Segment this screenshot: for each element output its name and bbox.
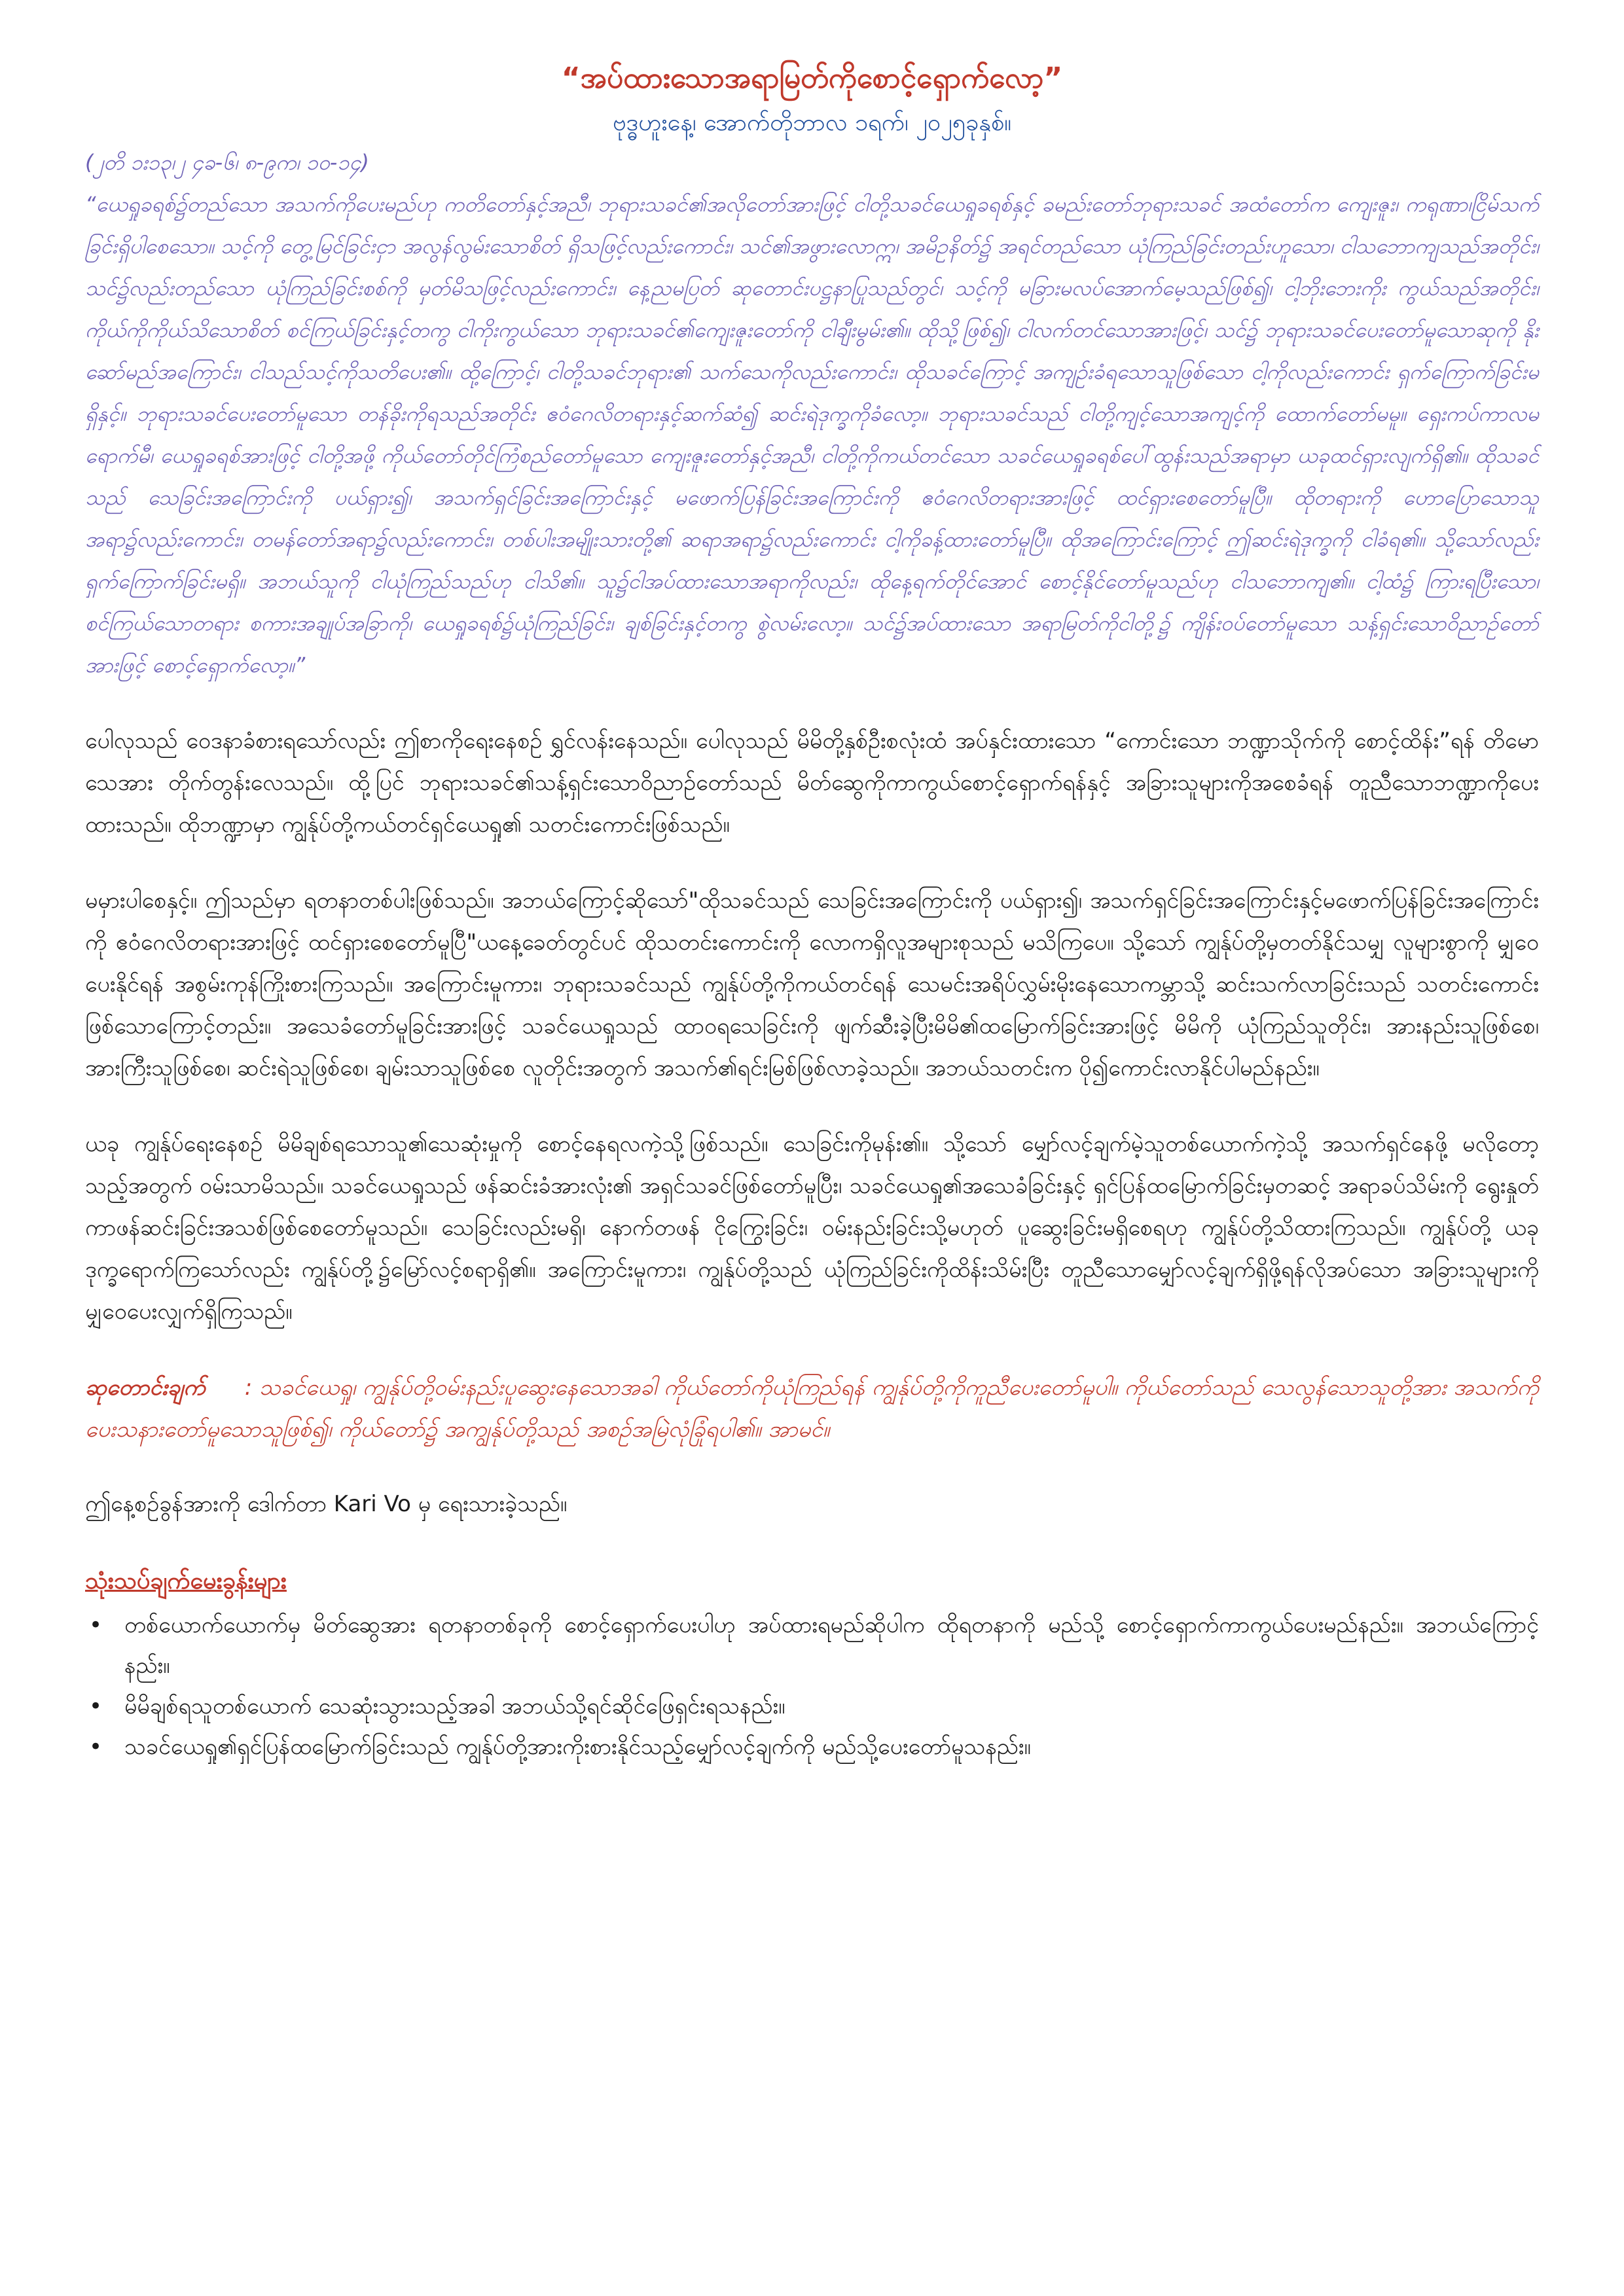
bullet-icon: • (89, 1693, 103, 1719)
date-line: ဗုဒ္ဓဟူးနေ့၊ အောက်တိုဘာလ ၁ရက်၊ ၂၀၂၅ခုနှစ်။ (612, 109, 1012, 136)
scripture-block (85, 141, 1539, 686)
question-item (85, 1686, 1539, 1727)
question-text: တစ်ယောက်ယောက်မှ မိတ်ဆွေအား ရတနာတစ်ခုကို စောင့်ရှောက်ပေးပါဟု အပ်ထားရမည်ဆိုပါက ထိုရတနာကို မည်သို့ စောင့်ရှောက်ကာကွယ်ပေးမည်နည်း။ အဘယ်ကြောင့်နည်း။ (124, 1612, 1539, 1679)
author-line: ဤနေ့စဉ်ခွန်အားကို ဒေါက်တာ Kari Vo မှ ရေးသားခဲ့သည်။ (85, 1491, 568, 1517)
question-text: မိမိချစ်ရသူတစ်ယောက် သေဆုံးသွားသည့်အခါ အဘယ်သို့ရင်ဆိုင်ဖြေရှင်းရသနည်း။ (124, 1693, 785, 1719)
questions-list (85, 1605, 1539, 1767)
prayer-text: : သခင်ယေရှု၊ ကျွန်ုပ်တို့ဝမ်းနည်းပူဆွေးနေသောအခါ ကိုယ်တော်ကိုယုံကြည်ရန် ကျွန်ုပ်တို့ကိုကူညီပေးတော်မူပါ။ ကိုယ်တော်သည် သေလွန်သောသူတို့အား အသက်ကို ပေးသနားတော်မူသောသူဖြစ်၍၊ ကိုယ်တော်၌ အကျွန်ုပ်တို့သည် အစဉ်အမြဲလုံခြုံရပါ၏။ အာမင်။ (85, 1374, 1539, 1443)
prayer-block (85, 1367, 1539, 1450)
scripture-text: “ယေရှုခရစ်၌တည်သော အသက်ကိုပေးမည်ဟု ကတိတော်နှင့်အညီ၊ ဘုရားသခင်၏အလိုတော်အားဖြင့် ငါတို့သခင်ယေရှုခရစ်နှင့် ခမည်းတော်ဘုရားသခင် အထံတော်က ကျေးဇူး၊ ကရုဏာ၊ငြိမ်သက်ခြင်းရှိပါစေသော။ သင့်ကို တွေ့မြင်ခြင်းငှာ အလွန်လွမ်းသောစိတ် ရှိသဖြင့်လည်းကောင်း၊ သင်၏အဖွားလောဣ၊ အမိဥနိတ်၌ အရင်တည်သော ယုံကြည်ခြင်းတည်းဟူသော၊ ငါသဘောကျသည်အတိုင်း၊ သင်၌လည်းတည်သော ယုံကြည်ခြင်းစစ်ကို မှတ်မိသဖြင့်လည်းကောင်း၊ နေ့ညမပြတ် ဆုတောင်းပဋ္ဌနာပြုသည်တွင်၊ သင့်ကို မခြားမလပ်အောက်မေ့သည်ဖြစ်၍၊ ငါ့ဘိုးဘေးကိုး ကွယ်သည်အတိုင်း၊ ကိုယ်ကိုကိုယ်သိသောစိတ် စင်ကြယ်ခြင်းနှင့်တကွ ငါကိုးကွယ်သော ဘုရားသခင်၏ကျေးဇူးတော်ကို ငါချီးမွမ်း၏။ ထိုသို့ဖြစ်၍၊ ငါလက်တင်သောအားဖြင့်၊ သင်၌ ဘုရားသခင်ပေးတော်မူသောဆုကို နိုးဆော်မည်အကြောင်း၊ ငါသည်သင့်ကိုသတိပေး၏။ ထို့ကြောင့်၊ ငါတို့သခင်ဘုရား၏ သက်သေကိုလည်းကောင်း၊ ထိုသခင်ကြောင့် အကျဉ်းခံရသောသူဖြစ်သော ငါ့ကိုလည်းကောင်း ရှက်ကြောက်ခြင်းမရှိနှင့်။ ဘုရားသခင်ပေးတော်မူသော တန်ခိုးကိုရသည်အတိုင်း ဧဝံဂေလိတရားနှင့်ဆက်ဆံ၍ ဆင်းရဲဒုက္ခကိုခံလော့။ ဘုရားသခင်သည် ငါတို့ကျင့်သောအကျင့်ကို ထောက်တော်မမူ။ ရှေးကပ်ကာလမရောက်မီ၊ ယေရှုခရစ်အားဖြင့် ငါတို့အဖို့ ကိုယ်တော်တိုင်ကြံစည်တော်မူသော ကျေးဇူးတော်နှင့်အညီ၊ ငါတို့ကိုကယ်တင်သော သခင်ယေရှုခရစ်ပေါ်ထွန်းသည်အရာမှာ ယခုထင်ရှားလျက်ရှိ၏။ ထိုသခင်သည် သေခြင်းအကြောင်းကို ပယ်ရှား၍၊ အသက်ရှင်ခြင်းအကြောင်းနှင့် မဖောက်ပြန်ခြင်းအကြောင်းကို ဧဝံဂေလိတရားအားဖြင့် ထင်ရှားစေတော်မူပြီ။ ထိုတရားကို ဟောပြောသောသူအရာ၌လည်းကောင်း၊ တမန်တော်အရာ၌လည်းကောင်း၊ တစ်ပါးအမျိုးသားတို့၏ ဆရာအရာ၌လည်းကောင်း ငါ့ကိုခန့်ထားတော်မူပြီ။ ထိုအကြောင်းကြောင့် ဤဆင်းရဲဒုက္ခကို ငါခံရ၏။ သို့သော်လည်း ရှက်ကြောက်ခြင်းမရှိ။ အဘယ်သူကို ငါယုံကြည်သည်ဟု ငါသိ၏။ သူ၌ငါအပ်ထားသောအရာကိုလည်း၊ ထိုနေ့ရက်တိုင်အောင် စောင့်နိုင်တော်မူသည်ဟု ငါသဘောကျ၏။ ငါ့ထံ၌ ကြားရပြီးသော၊ စင်ကြယ်သောတရား စကားအချုပ်အခြာကို၊ ယေရှုခရစ်၌ယုံကြည်ခြင်း၊ ချစ်ခြင်းနှင့်တကွ စွဲလမ်းလော့။ သင်၌အပ်ထားသော အရာမြတ်ကိုငါတို့၌ ကျိန်းဝပ်တော်မူသော သန့်ရှင်းသောဝိညာဉ်တော်အားဖြင့် စောင့်ရှောက်လော့။” (85, 192, 1539, 677)
bullet-icon: • (89, 1612, 103, 1638)
scripture-reference: (၂တိ ၁း၁၃၊၂ ၄ခ-၆၊ ၈-၉က၊ ၁၀-၁၄) (85, 150, 369, 175)
question-item (85, 1727, 1539, 1767)
body-paragraph-1: ပေါလုသည် ဝေဒနာခံစားရသော်လည်း ဤစာကိုရေးနေစဉ် ရွှင်လန်းနေသည်။ ပေါလုသည် မိမိတို့နှစ်ဦးစလုံးထံ အပ်နှင်းထားသော “ကောင်းသော ဘဏ္ဍာသိုက်ကို စောင့်ထိန်း”ရန် တိမောသေအား တိုက်တွန်းလေသည်။ ထို့ပြင် ဘုရားသခင်၏သန့်ရှင်းသောဝိညာဉ်တော်သည် မိတ်ဆွေကိုကာကွယ်စောင့်ရှောက်ရန်နှင့် အခြားသူများကိုအစေခံရန် တူညီသောဘဏ္ဍာကိုပေးထားသည်။ ထိုဘဏ္ဍာမှာ ကျွန်ုပ်တို့ကယ်တင်ရှင်ယေရှု၏ သတင်းကောင်းဖြစ်သည်။ (85, 728, 1539, 838)
questions-heading: သုံးသပ်ချက်မေးခွန်းများ (85, 1568, 287, 1594)
body-paragraph-3: ယခု ကျွန်ုပ်ရေးနေစဉ် မိမိချစ်ရသောသူ၏သေဆုံးမှုကို စောင့်နေရလကဲ့သို့ဖြစ်သည်။ သေခြင်းကိုမုန်း၏။ သို့သော် မျှော်လင့်ချက်မဲ့သူတစ်ယောက်ကဲ့သို့ အသက်ရှင်နေဖို့ မလိုတော့သည့်အတွက် ဝမ်းသာမိသည်။ သခင်ယေရှုသည် ဖန်ဆင်းခံအားလုံး၏ အရှင်သခင်ဖြစ်တော်မူပြီး၊ သခင်ယေရှု၏အသေခံခြင်းနှင့် ရှင်ပြန်ထမြောက်ခြင်းမှတဆင့် အရာခပ်သိမ်းကို ရွေးနှုတ်ကာဖန်ဆင်းခြင်းအသစ်ဖြစ်စေတော်မူသည်။ သေခြင်းလည်းမရှိ၊ နောက်တဖန် ငိုကြွေးခြင်း၊ ဝမ်းနည်းခြင်းသို့မဟုတ် ပူဆွေးခြင်းမရှိစေရဟု ကျွန်ုပ်တို့သိထားကြသည်။ ကျွန်ုပ်တို့ ယခု ဒုက္ခရောက်ကြသော်လည်း ကျွန်ုပ်တို့၌မြော်လင့်စရာရှိ၏။ အကြောင်းမူကား၊ ကျွန်ုပ်တို့သည် ယုံကြည်ခြင်းကိုထိန်းသိမ်းပြီး တူညီသောမျှော်လင့်ချက်ရှိဖို့ရန်လိုအပ်သော အခြားသူများကို မျှဝေပေးလျှက်ရှိကြသည်။ (85, 1131, 1539, 1325)
question-item (85, 1605, 1539, 1686)
page-title: “အပ်ထားသောအရာမြတ်ကိုစောင့်ရှောက်လော့” (561, 62, 1063, 95)
prayer-label: ဆုတောင်းချက် (85, 1374, 206, 1401)
bullet-icon: • (89, 1734, 103, 1760)
body-paragraph-2: မမှားပါစေနှင့်။ ဤသည်မှာ ရတနာတစ်ပါးဖြစ်သည်။ အဘယ်ကြောင့်ဆိုသော်"ထိုသခင်သည် သေခြင်းအကြောင်းကို ပယ်ရှား၍၊ အသက်ရှင်ခြင်းအကြောင်းနှင့်မဖောက်ပြန်ခြင်းအကြောင်းကို ဧဝံဂေလိတရားအားဖြင့် ထင်ရှားစေတော်မူပြီ"ယနေ့ခေတ်တွင်ပင် ထိုသတင်းကောင်းကို လောကရှိလူအများစုသည် မသိကြပေ။ သို့သော် ကျွန်ုပ်တို့မှတတ်နိုင်သမျှ လူများစွာကို မျှဝေပေးနိုင်ရန် အစွမ်းကုန်ကြိုးစားကြသည်။ အကြောင်းမူကား၊ ဘုရားသခင်သည် ကျွန်ုပ်တို့ကိုကယ်တင်ရန် သေမင်းအရိပ်လွှမ်းမိုးနေသောကမ္ဘာသို့ ဆင်းသက်လာခြင်းသည် သတင်းကောင်း ဖြစ်သောကြောင့်တည်း။ အသေခံတော်မူခြင်းအားဖြင့် သခင်ယေရှုသည် ထာဝရသေခြင်းကို ဖျက်ဆီးခဲ့ပြီးမိမိ၏ထမြောက်ခြင်းအားဖြင့် မိမိကို ယုံကြည်သူတိုင်း၊ အားနည်းသူဖြစ်စေ၊ အားကြီးသူဖြစ်စေ၊ ဆင်းရဲသူဖြစ်စေ၊ ချမ်းသာသူဖြစ်စေ လူတိုင်းအတွက် အသက်၏ရင်းမြစ်ဖြစ်လာခဲ့သည်။ အဘယ်သတင်းက ပို၍ကောင်းလာနိုင်ပါမည်နည်း။ (85, 888, 1539, 1081)
question-text: သခင်ယေရှု၏ရှင်ပြန်ထမြောက်ခြင်းသည် ကျွန်ုပ်တို့အားကိုးစားနိုင်သည့်မျှော်လင့်ချက်ကို မည်သို့ပေးတော်မူသနည်း။ (124, 1734, 1031, 1760)
